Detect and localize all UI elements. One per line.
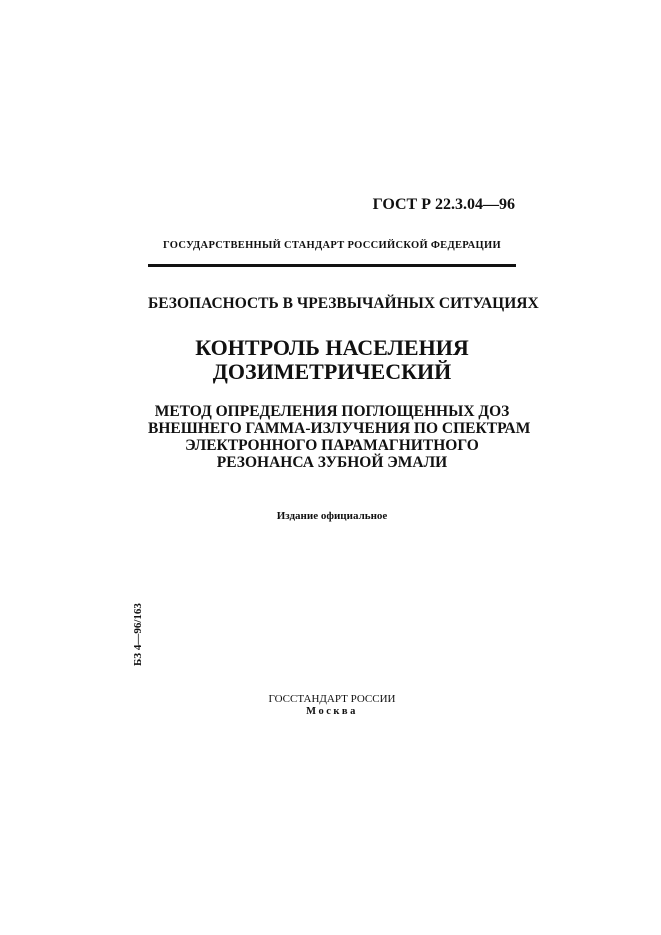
publisher: ГОССТАНДАРТ РОССИИ <box>268 693 396 705</box>
subtitle-line: РЕЗОНАНСА ЗУБНОЙ ЭМАЛИ <box>216 454 448 471</box>
subtitle-line: ВНЕШНЕГО ГАММА-ИЗЛУЧЕНИЯ ПО СПЕКТРАМ <box>148 420 531 437</box>
document-subtitle <box>148 403 531 471</box>
title-line: ДОЗИМЕТРИЧЕСКИЙ <box>212 359 452 384</box>
title-line: КОНТРОЛЬ НАСЕЛЕНИЯ <box>195 335 469 360</box>
category-heading: БЕЗОПАСНОСТЬ В ЧРЕЗВЫЧАЙНЫХ СИТУАЦИЯХ <box>148 295 539 312</box>
subtitle-line: МЕТОД ОПРЕДЕЛЕНИЯ ПОГЛОЩЕННЫХ ДОЗ <box>154 403 510 420</box>
standard-type: ГОСУДАРСТВЕННЫЙ СТАНДАРТ РОССИЙСКОЙ ФЕДЕРАЦИИ <box>163 240 501 251</box>
document-title <box>148 336 516 384</box>
subtitle-line: ЭЛЕКТРОННОГО ПАРАМАГНИТНОГО <box>185 437 479 454</box>
standard-code: ГОСТ Р 22.3.04—96 <box>372 196 515 213</box>
edition-label: Издание официальное <box>276 510 388 522</box>
divider <box>148 264 516 267</box>
side-code: БЗ 4—96/163 <box>132 603 144 666</box>
city: Москва <box>306 706 358 717</box>
